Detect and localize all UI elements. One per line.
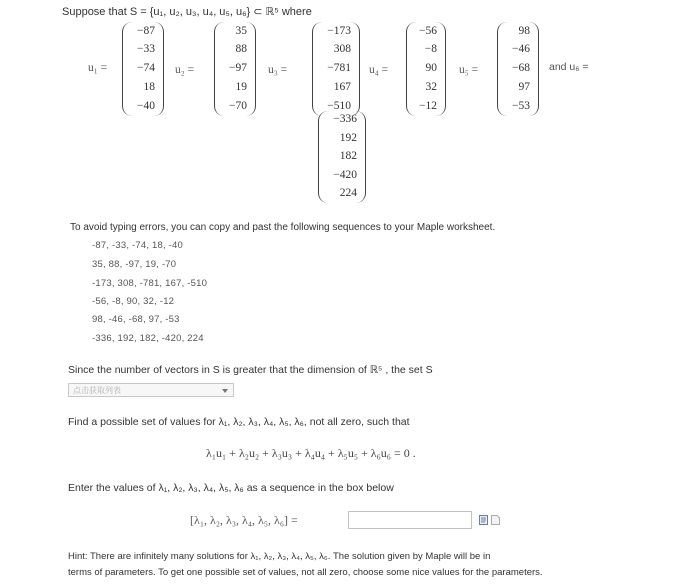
- vector-entry: −510: [327, 99, 351, 112]
- vector-entry: 224: [339, 187, 357, 199]
- equation: λ₁u₁ + λ₂u₂ + λ₃u₃ + λ₄u₄ + λ₅u₅ + λ₆u₆ = 0 .: [206, 446, 416, 460]
- sequence-u5: 98, -46, -68, 97, -53: [92, 314, 180, 325]
- hint-line-2: terms of parameters. To get one possible set of values, not all zero, choose some nice values for the parameters.: [68, 567, 543, 578]
- vector-u5: [497, 22, 539, 116]
- u6-label: and u₆ =: [549, 61, 589, 73]
- vector-entry: −33: [137, 43, 155, 56]
- sequence-u3: -173, 308, -781, 167, -510: [92, 278, 208, 289]
- vector-entry: −74: [137, 62, 155, 75]
- vector-entry: −40: [137, 99, 155, 112]
- vector-entry: 98: [518, 24, 530, 37]
- vector-entry: −97: [229, 62, 247, 75]
- find-text: Find a possible set of values for λ₁, λ₂, λ₃, λ₄, λ₅, λ₆, not all zero, such that: [68, 416, 410, 428]
- vector-entry: 97: [518, 81, 530, 94]
- sequence-u1: -87, -33, -74, 18, -40: [92, 240, 184, 251]
- vector-entry: 182: [339, 150, 357, 163]
- vector-entry: −781: [327, 62, 351, 75]
- u2-label: u₂ =: [175, 64, 195, 76]
- vector-entry: 192: [339, 131, 357, 144]
- answer-label: [λ₁, λ₂, λ₃, λ₄, λ₅, λ₆] =: [190, 513, 298, 527]
- u5-label: u₅ =: [459, 64, 479, 76]
- vector-entry: 18: [143, 81, 155, 94]
- vector-entry: −336: [333, 113, 357, 126]
- u3-label: u₃ =: [268, 64, 288, 76]
- vector-entry: −12: [419, 99, 437, 112]
- vector-entry: −68: [512, 62, 530, 75]
- vector-entry: 88: [235, 43, 247, 56]
- vector-entry: 308: [333, 43, 351, 56]
- hint-line-1: Hint: There are infinitely many solutions for λ₁, λ₂, λ₃, λ₄, λ₅, λ₆. The solution given by Maple will be in: [68, 551, 491, 562]
- chevron-down-icon: [222, 389, 228, 393]
- vector-u2: [214, 22, 256, 116]
- vector-entry: 32: [425, 81, 437, 94]
- since-text: Since the number of vectors in S is greater that the dimension of ℝ⁵ , the set S: [68, 364, 433, 376]
- document-icon[interactable]: [491, 515, 500, 525]
- intro-text: Suppose that S = {u₁, u₂, u₃, u₄, u₅, u₆} ⊂ ℝ⁵ where: [62, 6, 312, 18]
- answer-input[interactable]: [348, 511, 472, 529]
- u1-label: u₁ =: [88, 62, 108, 74]
- vector-entry: −46: [512, 43, 530, 56]
- vector-entry: 35: [235, 24, 247, 37]
- vector-entry: −53: [512, 99, 530, 112]
- enter-text: Enter the values of λ₁, λ₂, λ₃, λ₄, λ₅, λ₆ as a sequence in the box below: [68, 482, 394, 494]
- vector-u3: [312, 22, 360, 116]
- vector-u6: [318, 111, 366, 203]
- copy-instruction: To avoid typing errors, you can copy and past the following sequences to your Maple worksheet.: [70, 222, 496, 233]
- vector-entry: −8: [424, 43, 437, 56]
- vector-entry: 167: [333, 81, 351, 94]
- vector-entry: −87: [137, 24, 155, 37]
- vector-entry: −70: [229, 99, 247, 112]
- vector-entry: −56: [419, 24, 437, 37]
- sequence-u2: 35, 88, -97, 19, -70: [92, 259, 177, 270]
- vector-entry: −173: [327, 24, 351, 37]
- sequence-u4: -56, -8, 90, 32, -12: [92, 296, 175, 307]
- dropdown-placeholder: 点击获取列表: [73, 386, 121, 395]
- vector-u1: [122, 22, 164, 116]
- vector-entry: −420: [333, 168, 357, 181]
- u4-label: u₄ =: [369, 64, 389, 76]
- vector-entry: 19: [235, 81, 247, 94]
- vector-u4: [406, 22, 446, 116]
- sequence-u6: -336, 192, 182, -420, 224: [92, 333, 204, 344]
- vector-entry: 90: [425, 62, 437, 75]
- preview-icon[interactable]: [479, 515, 488, 525]
- set-property-dropdown[interactable]: [68, 383, 234, 397]
